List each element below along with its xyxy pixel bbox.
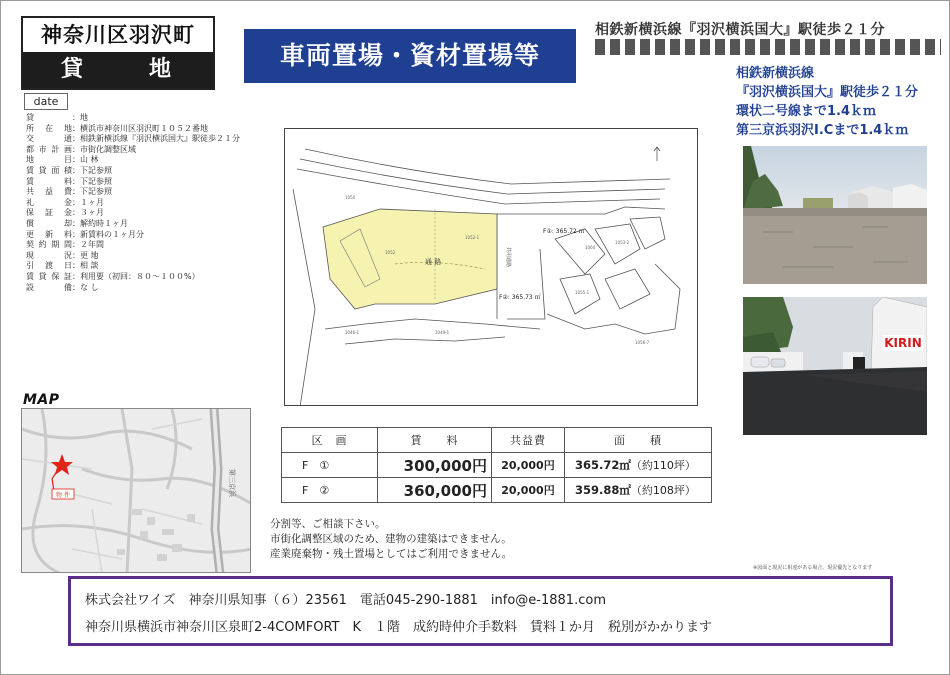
svg-text:1050: 1050 (345, 195, 356, 200)
note-line: 産業廃棄物・残土置場としてはご利用できません。 (270, 548, 513, 560)
note-line: 分割等、ご相談下さい。 (270, 518, 386, 530)
spec-row: 地目 ： 山 林 (26, 155, 99, 165)
svg-text:1056-7: 1056-7 (635, 340, 650, 345)
row-section: F ② (282, 478, 378, 503)
marker-label: 物 件 (56, 492, 70, 499)
map-title: MAP (23, 392, 60, 408)
spec-row: 礼金 ： １ヶ月 (26, 197, 104, 207)
svg-text:1052-1: 1052-1 (465, 235, 480, 240)
table-row (282, 453, 712, 478)
rent-table (281, 427, 712, 503)
plan-lot2-label: F②: 365.73 ㎡ (499, 294, 541, 301)
col-area: 面 積 (565, 428, 712, 453)
access-line: 相鉄新横浜線 (736, 66, 815, 81)
spec-row: 賃貸保証 ： 利用要（初回：８０～１００%） (26, 271, 200, 281)
spec-row: 償却 ： 解約時１ヶ月 (26, 218, 128, 228)
spec-row: 契約期間 ： ２年間 (26, 240, 104, 250)
company-footer (68, 576, 893, 646)
row-fee: 20,000円 (492, 478, 565, 503)
kirin-sign: KIRIN (884, 336, 922, 350)
svg-text:1052: 1052 (385, 250, 396, 255)
spec-row: 保証金 ： ３ヶ月 (26, 208, 104, 218)
header-divider (595, 39, 941, 55)
date-field: date (24, 93, 68, 110)
site-plan (284, 128, 698, 406)
rent-table-header (282, 428, 712, 453)
col-rent: 賃 料 (378, 428, 492, 453)
access-line: 第三京浜羽沢I.Cまで1.4ｋｍ (736, 123, 909, 138)
lot-area-highlight (323, 209, 497, 309)
spec-row: 賃貸面積 ： 下記参照 (26, 165, 112, 175)
svg-text:1055-1: 1055-1 (575, 290, 590, 295)
road-label: 第三京浜 (228, 469, 236, 497)
row-fee: 20,000円 (492, 453, 565, 478)
site-photo-lot (743, 146, 927, 284)
row-area: 359.88㎡（約108坪） (565, 478, 712, 503)
spec-row: 都市計画 ： 市街化調整区域 (26, 144, 136, 154)
spec-row: 交通 ： 相鉄新横浜線『羽沢横浜国大』駅徒歩２１分 (26, 134, 240, 144)
notes (270, 517, 512, 562)
svg-text:1046-1: 1046-1 (345, 330, 360, 335)
spec-row: 更新料 ： 新賃料の１ヶ月分 (26, 229, 144, 239)
spec-row: 共益費 ： 下記参照 (26, 187, 112, 197)
spec-row: 現況 ： 更 地 (26, 250, 99, 260)
spec-list (26, 113, 271, 293)
svg-text:1064: 1064 (585, 245, 596, 250)
access-line: 『羽沢横浜国大』駅徒歩２１分 (736, 85, 919, 100)
plan-road-label: 通 路 (425, 258, 442, 266)
row-rent: 360,000円 (378, 478, 492, 503)
north-arrow-icon (654, 147, 660, 161)
title-block (21, 16, 215, 90)
svg-text:1049-1: 1049-1 (435, 330, 450, 335)
col-fee: 共益費 (492, 428, 565, 453)
usage-banner: 車両置場・資材置場等 (244, 29, 576, 83)
note-line: 市街化調整区域のため、建物の建築はできません。 (270, 533, 512, 545)
location-map[interactable] (21, 408, 251, 573)
spec-row: 所在地 ： 横浜市神奈川区羽沢町１０５２番地 (26, 123, 208, 133)
site-plan-graphic (285, 129, 698, 406)
disclaimer: ※図面と現況に相違がある場合、現況優先となります (753, 565, 873, 571)
row-area: 365.72㎡（約110坪） (565, 453, 712, 478)
spec-row: 設備 ： な し (26, 282, 99, 292)
plan-lot1-label: F①: 365.72 ㎡ (543, 228, 585, 235)
listing-type: 貸 地 (23, 52, 213, 88)
area-title: 神奈川区羽沢町 (23, 18, 213, 52)
header-station-text: 相鉄新横浜線『羽沢横浜国大』駅徒歩２１分 (595, 22, 885, 38)
spec-row: 賃料 ： 下記参照 (26, 176, 112, 186)
access-line: 環状二号線まで1.4ｋｍ (736, 104, 877, 119)
plan-shared-road-label: 共用通路 (505, 247, 511, 268)
row-rent: 300,000円 (378, 453, 492, 478)
company-address: 神奈川県横浜市神奈川区泉町2-4COMFORT K １階 成約時仲介手数料 賃料１か月 税別がかかります (85, 620, 713, 635)
spec-row: 貸 ： 地 (26, 113, 88, 122)
map-graphic (22, 409, 251, 573)
site-photo-road (743, 297, 927, 435)
row-section: F ① (282, 453, 378, 478)
col-section: 区 画 (282, 428, 378, 453)
svg-text:1053-2: 1053-2 (615, 240, 630, 245)
company-contact: 株式会社ワイズ 神奈川県知事（６）23561 電話045-290-1881 info@e-1881.com (85, 593, 606, 608)
spec-row: 引渡日 ： 相 談 (26, 261, 99, 271)
table-row (282, 478, 712, 503)
access-info (736, 64, 946, 140)
